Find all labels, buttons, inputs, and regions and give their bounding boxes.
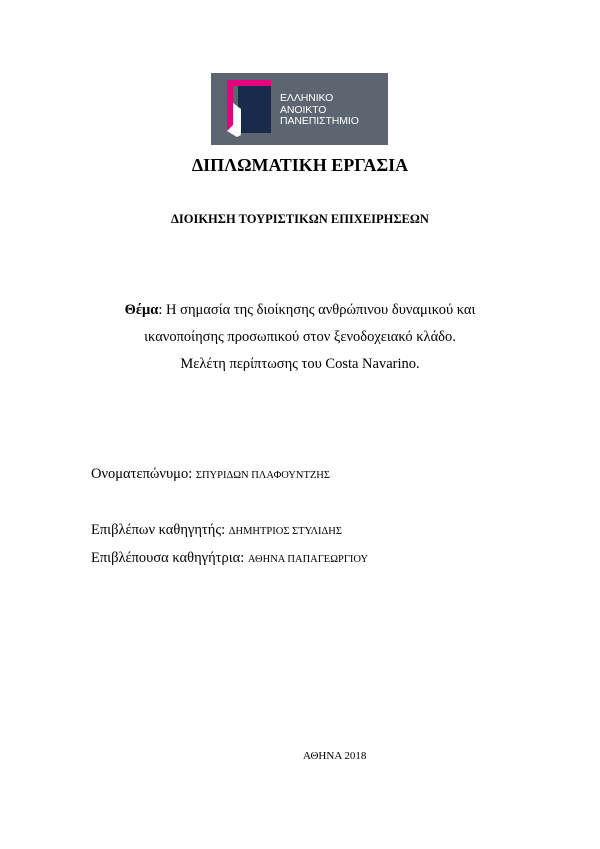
co-supervisor-label: Επιβλέπουσα καθηγήτρια: [91,550,248,566]
topic-label: Θέμα [124,302,159,318]
author-field [91,466,330,483]
topic-line-1-text: : Η σημασία της διοίκησης ανθρώπινου δυναμικού και [158,302,476,318]
author-label: Ονοματεπώνυμο: [91,466,196,482]
place-year: ΑΘΗΝΑ 2018 [303,750,367,762]
document-title: ΔΙΠΛΩΜΑΤΙΚΗ ΕΡΓΑΣΙΑ [191,155,409,175]
topic-line-1 [0,297,600,324]
university-logo [211,73,388,145]
co-supervisor-field [91,550,368,567]
document-subtitle: ΔΙΟΙΚΗΣΗ ΤΟΥΡΙΣΤΙΚΩΝ ΕΠΙΧΕΙΡΗΣΕΩΝ [171,212,429,226]
logo-text [280,93,359,128]
logo-line-3: ΠΑΝΕΠΙΣΤΗΜΙΟ [280,115,359,127]
supervisor-label: Επιβλέπων καθηγητής: [91,522,229,538]
author-name: ΣΠΥΡΙΔΩΝ ΠΛΑΦΟΥΝΤΖΗΣ [195,470,330,481]
topic-line-3: Μελέτη περίπτωσης του Costa Navarino. [180,356,420,372]
topic-line-2: ικανοποίησης προσωπικού στον ξενοδοχειακό κλάδο. [144,329,456,345]
co-supervisor-name: ΑΘΗΝΑ ΠΑΠΑΓΕΩΡΓΙΟΥ [247,554,369,565]
supervisor-name: ΔΗΜΗΤΡΙΟΣ ΣΤΥΛΙΔΗΣ [228,526,342,537]
logo-line-1: ΕΛΛΗΝΙΚΟ [280,92,334,104]
supervisor-field [91,522,342,539]
logo-line-2: ΑΝΟΙΚΤΟ [280,103,327,116]
thesis-topic [0,297,600,378]
